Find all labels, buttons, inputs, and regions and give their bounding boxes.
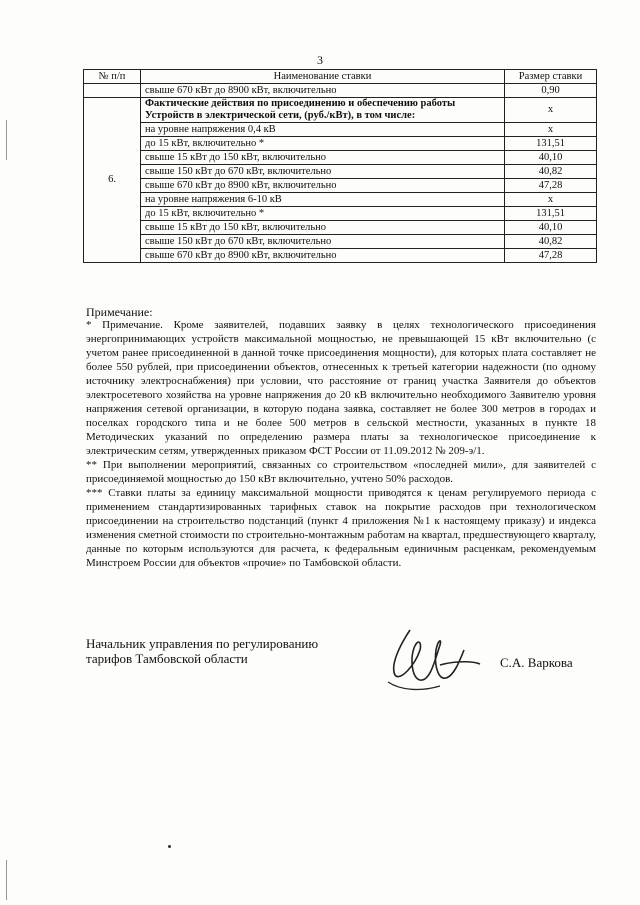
rate-name: до 15 кВт, включительно * — [141, 207, 505, 221]
rate-value: 40,10 — [505, 221, 597, 235]
signatory-name: С.А. Варкова — [500, 655, 573, 670]
col-header-value: Размер ставки — [505, 70, 597, 84]
rate-value: х — [505, 123, 597, 137]
rate-value: 131,51 — [505, 207, 597, 221]
margin-mark — [6, 860, 7, 900]
note-1: * Примечание. Кроме заявителей, подавших заявку в целях технологического присоединения энергопринимающих устройств максимальной мощностью, не превышающей 15 кВт включительно (с учетом ранее присоединенной в данной точке присоединения мощности), для которых плата составляет не более 550 рублей, при присоединении объектов, отнесенных к третьей категории надежности (по одному источнику электроснабжения) при условии, что расстояние от границ участка Заявителя до объектов электросетевого хозяйства на уровне напряжения до 20 кВ включительно необходимого Заявителю уровня напряжения сетевой организации, в которую подана заявка, составляет не более 300 метров в городах и поселках городского типа и не более 500 метров в сельской местности, указанных в пункте 18 Методических указаний по определению размера платы за технологическое присоединение к электрическим сетям, утвержденных приказом ФСТ России от 11.09.2012 № 209-э/1. — [86, 319, 596, 457]
row-number: 6. — [84, 98, 141, 263]
signatory-title — [86, 636, 318, 666]
page-number: 3 — [317, 53, 323, 67]
notes-block — [86, 318, 596, 570]
rate-name: на уровне напряжения 0,4 кВ — [141, 123, 505, 137]
margin-mark — [6, 120, 7, 160]
rate-name: свыше 150 кВт до 670 кВт, включительно — [141, 165, 505, 179]
note-2: ** При выполнении мероприятий, связанных со строительством «последней мили», для заявителей с присоединяемой мощностью до 150 кВт включительно, учтено 50% расходов. — [86, 459, 596, 485]
table-row — [84, 84, 597, 98]
rate-value: 47,28 — [505, 249, 597, 263]
handwritten-signature — [380, 620, 490, 700]
stray-dot — [168, 845, 171, 848]
col-header-number: № п/п — [84, 70, 141, 84]
table-row — [84, 249, 597, 263]
table-row — [84, 221, 597, 235]
col-header-name: Наименование ставки — [141, 70, 505, 84]
rate-value: х — [505, 98, 597, 123]
signatory-title-line: тарифов Тамбовской области — [86, 651, 248, 666]
rate-name: свыше 15 кВт до 150 кВт, включительно — [141, 221, 505, 235]
rate-name: на уровне напряжения 6-10 кВ — [141, 193, 505, 207]
rate-name: свыше 150 кВт до 670 кВт, включительно — [141, 235, 505, 249]
table-row — [84, 123, 597, 137]
table-row — [84, 193, 597, 207]
rate-name: свыше 670 кВт до 8900 кВт, включительно — [141, 179, 505, 193]
table-row — [84, 235, 597, 249]
table-row — [84, 137, 597, 151]
row-number — [84, 84, 141, 98]
table-header-row — [84, 70, 597, 84]
rate-name: свыше 15 кВт до 150 кВт, включительно — [141, 151, 505, 165]
notes-heading: Примечание: — [86, 305, 153, 319]
table-row — [84, 151, 597, 165]
rates-table — [83, 69, 597, 263]
rate-value: 40,82 — [505, 165, 597, 179]
rate-name: до 15 кВт, включительно * — [141, 137, 505, 151]
rate-value: х — [505, 193, 597, 207]
table-row — [84, 98, 597, 123]
rate-name: свыше 670 кВт до 8900 кВт, включительно — [141, 84, 505, 98]
rate-name: Фактические действия по присоединению и обеспечению работы Устройств в электрической сети, (руб./кВт), в том числе: — [141, 98, 505, 123]
rate-name: свыше 670 кВт до 8900 кВт, включительно — [141, 249, 505, 263]
note-3: *** Ставки платы за единицу максимальной мощности приводятся к ценам регулируемого периода с применением стандартизированных тарифных ставок на покрытие расходов при технологическом присоединении на строительство подстанций (пункт 4 приложения №1 к настоящему приказу) и индекса изменения сметной стоимости по строительно-монтажным работам на квартал, предшествующего кварталу, данные по которым используются для расчета, к федеральным единичным расценкам, рекомендуемым Минстроем России для объектов «прочие» по Тамбовской области. — [86, 487, 596, 569]
table-row — [84, 165, 597, 179]
rate-value: 131,51 — [505, 137, 597, 151]
signatory-title-line: Начальник управления по регулированию — [86, 636, 319, 651]
rate-value: 0,90 — [505, 84, 597, 98]
rate-value: 40,10 — [505, 151, 597, 165]
table-row — [84, 207, 597, 221]
rate-value: 47,28 — [505, 179, 597, 193]
rate-value: 40,82 — [505, 235, 597, 249]
table-row — [84, 179, 597, 193]
